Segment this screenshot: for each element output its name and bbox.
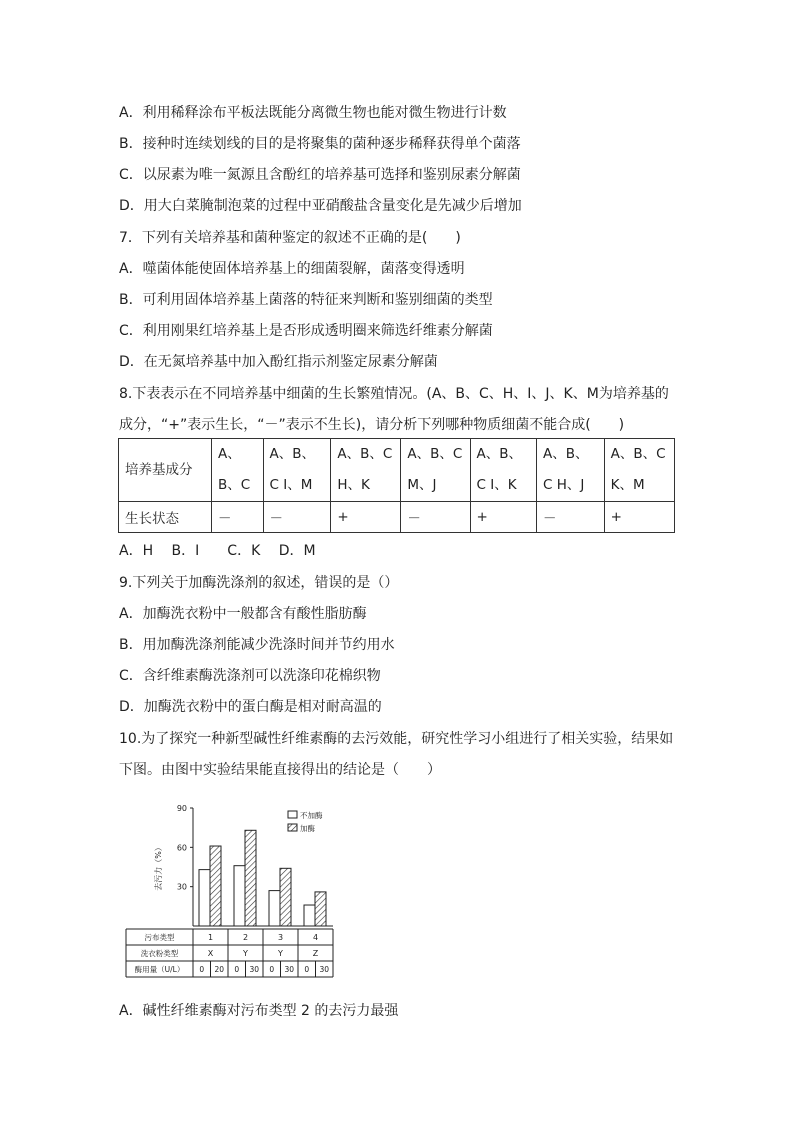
table-row-label: 洗衣粉类型 [140, 949, 179, 958]
y-tick-label: 60 [176, 843, 187, 853]
legend-label-no-enzyme: 不加酶 [300, 811, 323, 820]
q8-options: A．H B．I C．K D．M [119, 543, 316, 559]
legend-swatch-enzyme [288, 824, 297, 831]
q10-stem-line1: 10.为了探究一种新型碱性纤维素酶的去污效能，研究性学习小组进行了相关实验，结果如 [119, 731, 674, 747]
q8-medium-cell: A、B、C K、M [604, 439, 674, 502]
q8-medium-cell: A、B、C H、K [331, 439, 401, 502]
powder-type-cell: X [207, 949, 214, 958]
enzyme-dose-cell: 0 [199, 965, 205, 974]
enzyme-dose-cell: 30 [284, 965, 295, 974]
q8-stem-line2: 成分，“+”表示生长，“－”表示不生长)，请分析下列哪种物质细菌不能合成( ) [119, 417, 625, 433]
q8-growth-cell: + [604, 502, 674, 533]
table-row-label: 酶用量（U/L） [134, 965, 185, 974]
q8-medium-cell: A、B、C H、J [537, 439, 605, 502]
bar-no-enzyme [199, 870, 210, 926]
bar-no-enzyme [304, 905, 315, 926]
q7-stem: 7．下列有关培养基和菌种鉴定的叙述不正确的是( ) [119, 230, 461, 246]
q6-option-c: C．以尿素为唯一氮源且含酚红的培养基可选择和鉴别尿素分解菌 [119, 167, 521, 183]
q8-growth-cell: + [331, 502, 401, 533]
q8-table [118, 438, 675, 533]
bar-enzyme [315, 892, 326, 926]
q9-option-a: A．加酶洗衣粉中一般都含有酸性脂肪酶 [119, 606, 367, 622]
q7-option-b: B．可利用固体培养基上菌落的特征来判断和鉴别细菌的类型 [119, 292, 493, 308]
q8-growth-cell: － [401, 502, 470, 533]
stain-type-cell: 4 [312, 933, 319, 942]
q8-header-cell: 培养基成分 [119, 439, 212, 502]
q8-growth-cell: + [470, 502, 537, 533]
powder-type-cell: Z [312, 949, 319, 958]
q10-option-a: A．碱性纤维素酶对污布类型 2 的去污力最强 [119, 1003, 399, 1019]
enzyme-dose-cell: 0 [269, 965, 275, 974]
y-tick-label: 90 [176, 804, 187, 813]
q9-option-b: B．用加酶洗涤剂能减少洗涤时间并节约用水 [119, 637, 395, 653]
q7-option-a: A．噬菌体能使固体培养基上的细菌裂解，菌落变得透明 [119, 261, 465, 277]
bar-enzyme [280, 868, 291, 926]
q9-stem: 9.下列关于加酶洗涤剂的叙述，错误的是（） [119, 575, 399, 591]
legend-label-enzyme: 加酶 [300, 824, 315, 833]
q8-growth-cell: － [537, 502, 605, 533]
stain-type-cell: 2 [242, 933, 249, 942]
bar-no-enzyme [234, 866, 245, 926]
q8-header-cell: 生长状态 [119, 502, 212, 533]
legend-swatch-no-enzyme [288, 811, 297, 818]
q8-growth-cell: － [263, 502, 331, 533]
q9-option-d: D．加酶洗衣粉中的蛋白酶是相对耐高温的 [119, 699, 382, 715]
enzyme-dose-cell: 0 [304, 965, 310, 974]
enzyme-dose-cell: 30 [249, 965, 260, 974]
table-row-label: 污布类型 [144, 933, 175, 942]
bar-no-enzyme [269, 891, 280, 926]
enzyme-dose-cell: 0 [234, 965, 240, 974]
y-axis-label: 去污力（%） [154, 843, 163, 891]
q8-medium-cell: A、B、C I、M [263, 439, 331, 502]
q9-option-c: C．含纤维素酶洗涤剂可以洗涤印花棉织物 [119, 668, 381, 684]
bar-enzyme [210, 846, 221, 926]
stain-type-cell: 3 [277, 933, 284, 942]
q7-option-d: D．在无氮培养基中加入酚红指示剂鉴定尿素分解菌 [119, 354, 438, 370]
q8-stem-line1: 8.下表表示在不同培养基中细菌的生长繁殖情况。(A、B、C、H、I、J、K、M为培养基的 [119, 386, 669, 402]
q10-stem-line2: 下图。由图中实验结果能直接得出的结论是（ ） [119, 762, 441, 778]
powder-type-cell: Y [243, 949, 248, 958]
q7-option-c: C．利用刚果红培养基上是否形成透明圈来筛选纤维素分解菌 [119, 323, 493, 339]
enzyme-dose-cell: 20 [214, 965, 225, 974]
q6-option-b: B．接种时连续划线的目的是将聚集的菌种逐步稀释获得单个菌落 [119, 136, 521, 152]
q8-medium-cell: A、B、C M、J [401, 439, 470, 502]
q8-medium-cell: A、B、C I、K [470, 439, 537, 502]
q8-medium-cell: A、B、C [212, 439, 264, 502]
stain-type-cell: 1 [207, 933, 214, 942]
powder-type-cell: Y [278, 949, 283, 958]
q10-figure [118, 800, 340, 980]
q8-growth-cell: － [212, 502, 264, 533]
q6-option-d: D．用大白菜腌制泡菜的过程中亚硝酸盐含量变化是先减少后增加 [119, 198, 522, 214]
bar-enzyme [245, 830, 256, 926]
y-tick-label: 30 [176, 882, 187, 892]
q6-option-a: A．利用稀释涂布平板法既能分离微生物也能对微生物进行计数 [119, 105, 507, 121]
enzyme-dose-cell: 30 [319, 965, 330, 974]
